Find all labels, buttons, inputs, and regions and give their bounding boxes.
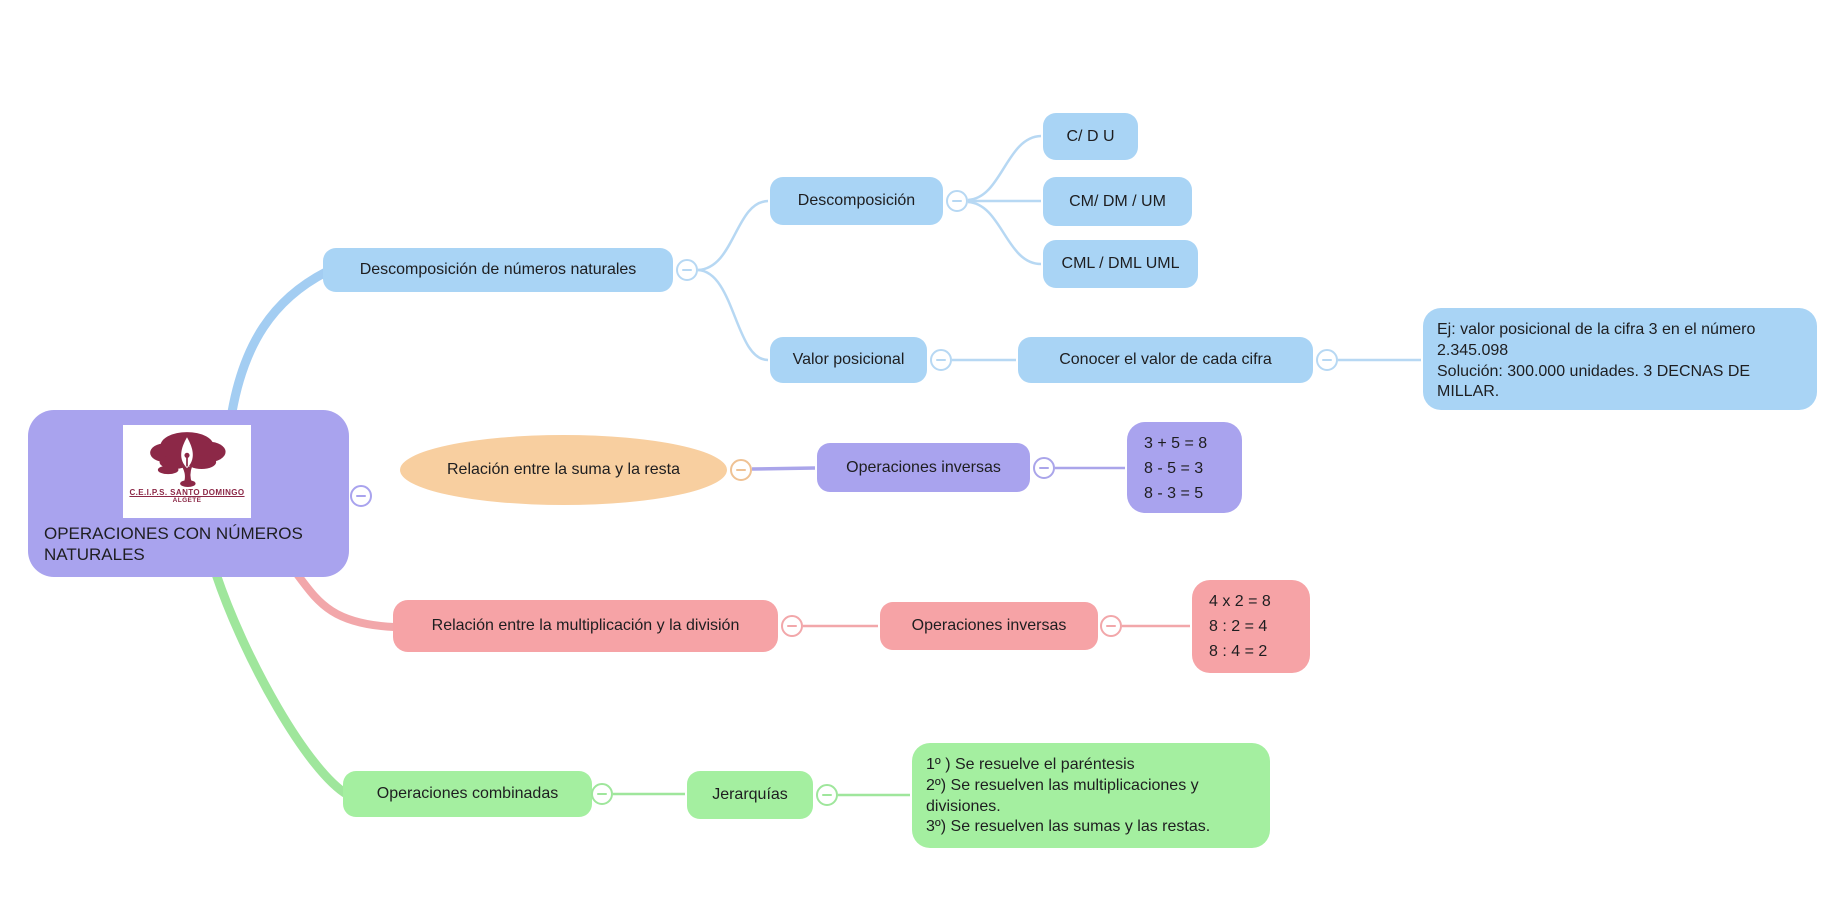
node-relacion-multiplicacion-division[interactable] [393,600,778,652]
connector-descnat-valorposicional [698,270,768,360]
equation-line: 8 : 4 = 2 [1209,642,1268,660]
node-label: CML / DML UML [1061,255,1180,272]
minus-icon [1322,359,1332,361]
regla-line: 3º) Se resuelven las sumas y las restas. [926,818,1211,836]
node-ecuaciones-multiplicacion[interactable] [1192,580,1310,673]
node-orden-cml-dml-uml[interactable] [1043,240,1198,288]
minus-icon [356,495,366,497]
minus-icon [682,269,692,271]
equation-line: 8 : 2 = 4 [1209,617,1268,635]
connector-descnat-descomposicion [698,201,768,270]
collapse-button-inversas-suma[interactable] [1033,457,1055,479]
node-descomposicion-naturales[interactable] [323,248,673,292]
minus-icon [1039,467,1049,469]
connector-descomposicion-cdu [968,136,1041,200]
minus-icon [597,793,607,795]
node-relacion-suma-resta[interactable] [400,435,727,505]
node-conocer-valor[interactable] [1018,337,1313,383]
collapse-button-jerarquias[interactable] [816,784,838,806]
collapse-button-conocer-valor[interactable] [1316,349,1338,371]
connector-root-descomposicion [232,272,326,412]
node-ejemplo-valor-posicional[interactable] [1423,308,1817,410]
minus-icon [736,469,746,471]
minus-icon [822,794,832,796]
regla-line: 2º) Se resuelven las multiplicaciones y divisiones. [926,776,1199,815]
node-ecuaciones-suma[interactable] [1127,422,1242,513]
collapse-button-valor-posicional[interactable] [930,349,952,371]
school-logo [123,425,251,518]
ejemplo-line: Ej: valor posicional de la cifra 3 en el número 2.345.098 [1437,321,1756,359]
equation-line: 3 + 5 = 8 [1144,435,1208,452]
node-descomposicion[interactable] [770,177,943,225]
node-label: Operaciones combinadas [376,785,559,802]
node-reglas-jerarquia[interactable] [912,743,1270,848]
equation-line: 8 - 3 = 5 [1144,484,1204,502]
node-orden-cdu[interactable] [1043,113,1138,160]
minus-icon [787,625,797,627]
node-label: Relación entre la multiplicación y la división [431,617,740,634]
collapse-button-operaciones-combinadas[interactable] [591,783,613,805]
minus-icon [936,359,946,361]
node-label: CM/ DM / UM [1069,192,1166,210]
node-operaciones-inversas-suma[interactable] [817,443,1030,492]
regla-line: 1º ) Se resuelve el paréntesis [926,756,1135,773]
node-operaciones-combinadas[interactable] [343,771,592,817]
collapse-button-root[interactable] [350,485,372,507]
node-label: Operaciones inversas [846,458,1001,476]
node-operaciones-inversas-multiplicacion[interactable] [880,602,1098,650]
connector-root-multiplicacion [297,574,394,627]
node-orden-cm-dm-um[interactable] [1043,177,1192,226]
node-label: Jerarquías [712,786,788,803]
root-label: OPERACIONES CON NÚMEROS NATURALES [44,523,303,564]
equation-line: 8 - 5 = 3 [1144,459,1204,477]
logo-title: C.E.I.P.S. SANTO DOMINGO [129,488,245,497]
node-jerarquias[interactable] [687,771,813,819]
connector-sumaresta-inversas [752,468,815,469]
collapse-button-suma-resta[interactable] [730,459,752,481]
node-label: Descomposición [797,192,916,209]
node-label: Descomposición de números naturales [359,261,637,278]
node-label: Relación entre la suma y la resta [447,461,680,478]
equation-line: 4 x 2 = 8 [1209,593,1271,610]
collapse-button-multiplicacion-division[interactable] [781,615,803,637]
minus-icon [1106,625,1116,627]
collapse-button-descomposicion[interactable] [946,190,968,212]
node-valor-posicional[interactable] [770,337,927,383]
tree-pen-logo-icon [132,427,242,487]
node-label: C/ D U [1066,127,1115,145]
collapse-button-inversas-multiplicacion[interactable] [1100,615,1122,637]
node-root[interactable] [28,410,349,577]
collapse-button-descomposicion-naturales[interactable] [676,259,698,281]
logo-subtitle: ALGETE [172,497,202,504]
ejemplo-line: Solución: 300.000 unidades. 3 DECNAS DE MILLAR. [1437,362,1751,401]
connector-descomposicion-cmldmluml [968,202,1041,264]
node-label: Conocer el valor de cada cifra [1059,351,1272,368]
minus-icon [952,200,962,202]
node-label: Operaciones inversas [911,617,1067,634]
node-label: Valor posicional [792,351,905,368]
